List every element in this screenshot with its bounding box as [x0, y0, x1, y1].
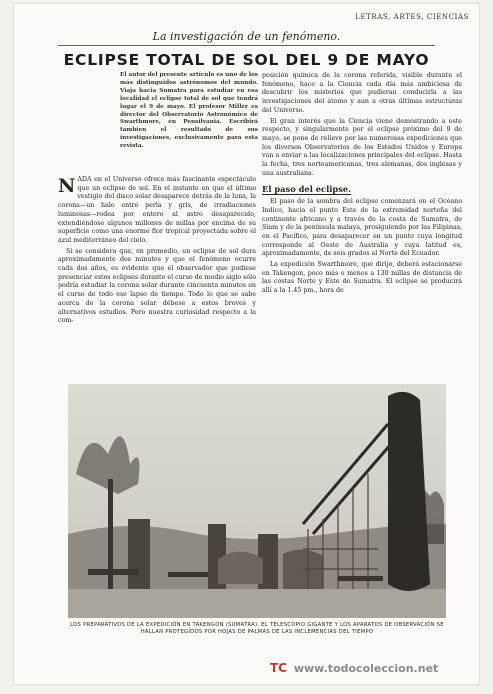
section-header: LETRAS, ARTES, CIENCIAS: [355, 13, 469, 21]
paragraph: posición química de la corona referida, visible durante el fenómeno, hace a la Ciencia cada día más ambiciosa de descubrir los misterios que pudieran conducirla a las investigaciones del átomo y aun a otras últimas estructuras del Universo.: [262, 72, 462, 114]
section-subheading: El paso del eclipse.: [262, 184, 352, 195]
paragraph: Si se considera que, en promedio, un eclipse de sol dura aproximadamente dos minutos y que el fenómeno ocurre cada dos años, es evidente que el observador que pudiese presenciar estos eclipses durante el curso de medio siglo sólo podría estudiar la corona solar durante cincuenta minutos en el curso de todo ese lapso de tiempo. Todo lo que se sabe acerca de la corona solar débese a estos breves y alternativos estudios. Pero nuestra curiosidad respecto a la com-: [58, 247, 256, 325]
title-rule: [58, 45, 435, 46]
watermark-logo: TC: [270, 661, 287, 675]
paragraph-text: ADA en el Universo ofrece más fascinante espectáculo que un eclipse de sol. En el instante en que el último vestigio del disco solar desaparece detrás de la luna, la corona—un halo entre perla y gris, de irradiaciones luminosas—rodea por entero al astro desaparecido, extendiéndose algunos millones de millas por encima de su superficie como una enorme flor tropical proyectada sobre el azul mediterráneo del cielo.: [58, 176, 256, 244]
article-title: ECLIPSE TOTAL DE SOL DEL 9 DE MAYO: [63, 51, 430, 69]
drop-cap: N: [58, 175, 76, 197]
overtitle: La investigación de un fenómeno.: [152, 30, 341, 43]
paragraph: El gran interés que la Ciencia viene demostrando a este respecto, y singularmente por el eclipse próximo del 9 de mayo, se pone de relieve por las numerosas expediciones que los diversos Observatorios de los Estados Unidos y Europa van a enviar a las localizaciones principales del eclipse. Hasta la fecha, tres norteamericanas, tres alemanas, dos inglesas y una australiana.: [262, 117, 462, 177]
watermark-text: www.todocoleccion.net: [293, 662, 439, 675]
paragraph: [58, 176, 256, 246]
paragraph: La expedición Swarthmore, que dirijo, deberá estacionarse en Takengon, poco más o menos a 130 millas de distancia de las costas Norte y Este de Sumatra. El eclipse se producirá allí a la 1.45 pm., hora de: [262, 261, 462, 295]
paragraph: El paso de la sombra del eclipse comenzará en el Océano Indico, hacia el punto Este de la extremidad norteña del continente africano y a través de la costa de Sumatra, de Siam y de la península malaya, prosiguiendo por las Filipinas, en el Pacífico, para desaparecer en un punto cuya longitud corresponde al Oeste de Australia y cuya latitud es, aproximadamente, de seis grados al Norte del Ecuador.: [262, 198, 462, 258]
author-intro: El autor del presente artículo es uno de los más distinguidos astrónomos del mundo. Viaja hacia Sumatra para estudiar en esa localidad el eclipse total de sol que tendrá lugar el 9 de mayo. El profesor Miller es director del Observatorio Astronómico de Swarthmore, en Pensilvania. Escribirá tambien el resultado de sus investigaciones, exclusivamente para esta revista.: [120, 72, 258, 150]
photo-caption: LOS PREPARATIVOS DE LA EXPEDICIÓN EN TAKENGON (SUMATRA). EL TELESCOPIO GIGANTE Y LOS APARATOS DE OBSERVACIÓN SE HALLAN PROTEGIDOS POR HOJAS DE PALMAS DE LAS INCLEMENCIAS DEL TIEMPO: [70, 622, 444, 636]
column-left: [58, 176, 256, 328]
column-right: [262, 72, 462, 298]
expedition-photo: [68, 384, 446, 618]
watermark: [270, 661, 438, 675]
